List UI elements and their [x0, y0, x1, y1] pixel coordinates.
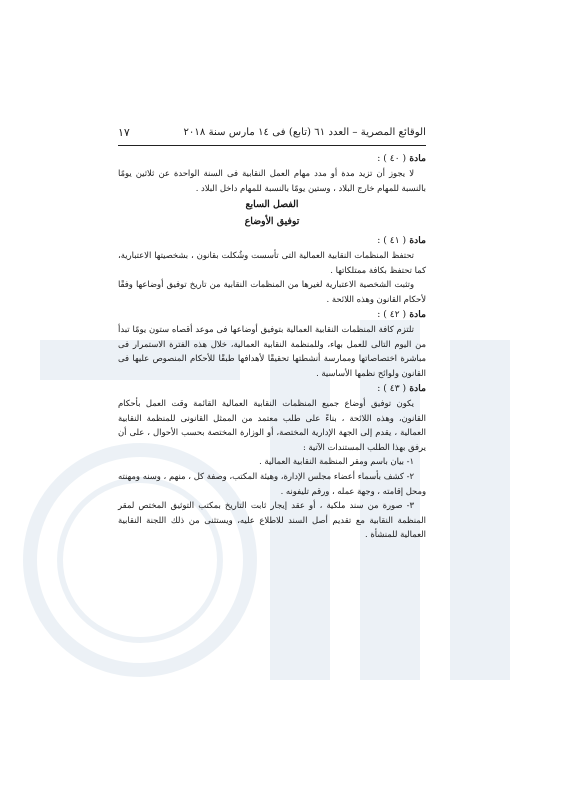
article-42-heading — [118, 308, 426, 323]
page-number: ١٧ — [118, 126, 130, 139]
article-43-item-1: ١- بيان باسم ومقر المنظمة النقابية العمالية . — [259, 456, 414, 467]
article-label: مادة — [409, 382, 426, 394]
article-41-paragraph-2: وتثبت الشخصية الاعتبارية لغيرها من المنظمات النقابية من تاريخ توفيق أوضاعها وفقًا لأحكام القانون وهذه اللائحة . — [118, 279, 426, 304]
article-41-heading — [118, 234, 426, 249]
article-number: ( ٤١ ) : — [377, 234, 407, 246]
article-43-paragraph-1: يكون توفيق أوضاع جميع المنظمات النقابية العمالية القائمة وقت العمل بأحكام القانون، وهذه اللائحة ، بناءً على طلب معتمد من الممثل القانونى للمنظمة النقابية العمالية ، يقدم إلى الجهة الإدارية المختصة، أو الوزارة المختصة بحسب الأحوال ، على أن يرفق بهذا الطلب المستندات الآتية : — [118, 398, 426, 452]
article-41-paragraph-1: تحتفظ المنظمات النقابية العمالية التى تأسست وشُكلت بقانون ، بشخصيتها الاعتبارية، كما تحتفظ بكافة ممتلكاتها . — [118, 250, 426, 275]
chapter-subtitle: توفيق الأوضاع — [244, 215, 300, 227]
page-header — [118, 126, 426, 146]
article-label: مادة — [409, 308, 426, 320]
article-number: ( ٤٣ ) : — [377, 382, 407, 394]
article-label: مادة — [409, 152, 426, 164]
article-number: ( ٤٠ ) : — [377, 152, 407, 164]
article-40-paragraph-1: لا يجوز أن تزيد مدة أو مدد مهام العمل النقابية فى السنة الواحدة عن ثلاثين يومًا بالنسبة للمهام خارج البلاد ، وستين يومًا بالنسبة للمهام داخل البلاد . — [118, 168, 426, 193]
article-40-heading — [118, 152, 426, 167]
article-43-item-2: ٢- كشف بأسماء أعضاء مجلس الإدارة، وهيئة المكتب، وصفة كل ، منهم ، وسنه ومهنته ومحل إقامته ، وجهة عمله ، ورقم تليفونه . — [118, 471, 426, 496]
article-42-paragraph-1: تلتزم كافة المنظمات النقابية العمالية بتوفيق أوضاعها فى موعد أقصاه ستون يومًا تبدأ من اليوم التالى للعمل بهاء، وللمنظمة النقابية العمالية، خلال هذه الفترة الاستمرار فى مباشرة اختصاصاتها وممارسة أنشطتها تحقيقًا لأهدافها طبقًا للأحكام المنصوص عليها فى القانون ولوائح نظمها الأساسية . — [118, 324, 426, 378]
chapter-title: الفصل السابع — [245, 199, 299, 211]
article-label: مادة — [409, 234, 426, 246]
article-number: ( ٤٢ ) : — [377, 308, 407, 320]
article-43-item-3: ٣- صورة من سند ملكية ، أو عقد إيجار ثابت التاريخ بمكتب التوثيق المختص لمقر المنظمة النقابية مع تقديم أصل السند للاطلاع عليه، ويستثنى من ذلك اللجنة النقابية العمالية للمنشأة . — [118, 500, 426, 540]
header-title: الوقائع المصرية – العدد ٦١ (تابع) فى ١٤ مارس سنة ٢٠١٨ — [183, 127, 426, 138]
article-43-heading — [118, 382, 426, 397]
document-page — [118, 126, 426, 542]
